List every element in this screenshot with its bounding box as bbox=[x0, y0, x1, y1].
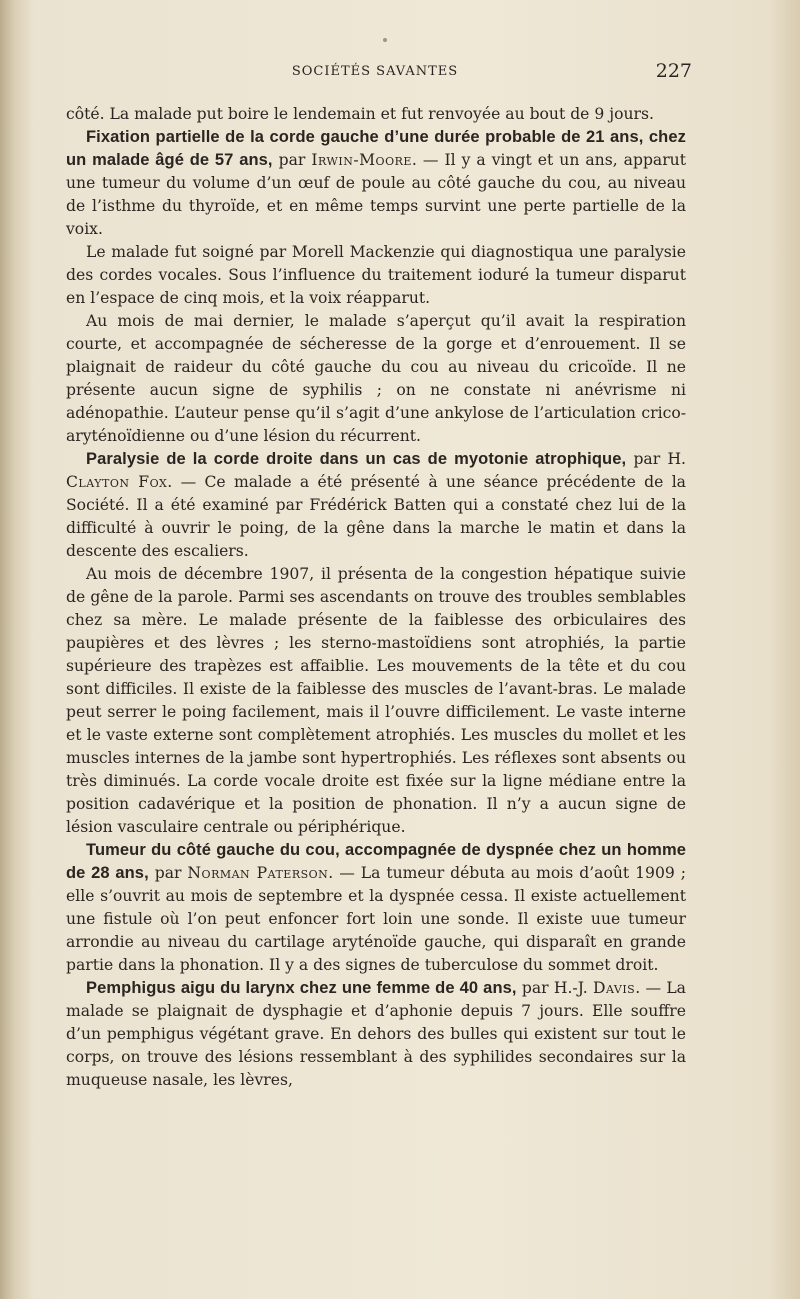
section-title: Paralysie de la corde droite dans un cas de myotonie atrophique, bbox=[86, 450, 627, 468]
body-text bbox=[66, 103, 686, 1092]
page-header bbox=[62, 60, 692, 86]
author-name: Irwin-Moore bbox=[311, 151, 412, 169]
section-title: Tumeur du côté gauche du cou, accompagnée de dyspnée chez un homme de 28 ans, bbox=[66, 841, 686, 882]
author-name: Norman Paterson bbox=[187, 864, 329, 882]
page-number: 227 bbox=[655, 60, 692, 82]
section-title: Fixation partielle de la corde gauche d’une durée probable de 21 ans, chez un malade âgé de 57 ans, bbox=[66, 128, 686, 169]
paragraph-text: . — La malade se plaignait de dysphagie et d’aphonie depuis 7 jours. Elle souffre d’un pemphigus végétant grave. En dehors des bulles qui existent sur tout le corps, on trouve des lésions ressemblant à des syphilides secondaires sur la muqueuse nasale, les lèvres, bbox=[66, 979, 686, 1089]
byline: par H.-J. bbox=[516, 979, 593, 997]
paragraph-text: Le malade fut soigné par Morell Mackenzie qui diagnostiqua une paralysie des cordes vocales. Sous l’influence du traitement ioduré la tumeur disparut en l’espace de cinq mois, et la voix réapparut. bbox=[66, 243, 686, 307]
paragraph-text: . — Il y a vingt et un ans, apparut une tumeur du volume d’un œuf de poule au côté gauche du cou, au niveau de l’isthme du thyroïde, et en même temps survint une perte partielle de la voix. bbox=[66, 151, 686, 238]
paragraph-text: Au mois de mai dernier, le malade s’aperçut qu’il avait la respiration courte, et accompagnée de sécheresse de la gorge et d’enrouement. Il se plaignait de raideur du côté gauche du cou au niveau du cricoïde. Il ne présente aucun signe de syphilis ; on ne constate ni anévrisme ni adénopathie. L’auteur pense qu’il s’agit d’une ankylose de l’articulation crico-aryténoïdienne ou d’une lésion du récurrent. bbox=[66, 312, 686, 445]
paragraph-8 bbox=[66, 977, 686, 1092]
byline: par H. bbox=[626, 450, 686, 468]
author-name: Clayton Fox bbox=[66, 473, 168, 491]
byline: par bbox=[148, 864, 188, 882]
paragraph-text: côté. La malade put boire le lendemain et fut renvoyée au bout de 9 jours. bbox=[66, 105, 654, 123]
paragraph-5 bbox=[66, 448, 686, 563]
paragraph-1 bbox=[66, 103, 686, 126]
section-title: Pemphigus aigu du larynx chez une femme de 40 ans, bbox=[86, 979, 517, 997]
paragraph-text: Au mois de décembre 1907, il présenta de la congestion hépatique suivie de gêne de la parole. Parmi ses ascendants on trouve des troubles semblables chez sa mère. Le malade présente de la faiblesse des orbiculaires des paupières et des lèvres ; les sterno-mastoïdiens sont atrophiés, la partie supérieure des trapèzes est affaiblie. Les mouvements de la tête et du cou sont difficiles. Il existe de la faiblesse des muscles de l’avant-bras. Le malade peut serrer le poing facilement, mais il l’ouvre difficilement. Le vaste interne et le vaste externe sont complètement atrophiés. Les muscles du mollet et les muscles internes de la jambe sont hypertrophiés. Les réflexes sont absents ou très diminués. La corde vocale droite est fixée sur la ligne médiane entre la position cadavérique et la position de phonation. Il n’y a aucun signe de lésion vasculaire centrale ou périphérique. bbox=[66, 565, 686, 836]
running-title: SOCIÉTÉS SAVANTES bbox=[291, 64, 459, 79]
paragraph-4 bbox=[66, 310, 686, 448]
paragraph-text: . — Ce malade a été présenté à une séance précédente de la Société. Il a été examiné par Frédérick Batten qui a constaté chez lui de la difficulté à ouvrir le poing, de la gêne dans la marche le matin et dans la descente des escaliers. bbox=[66, 473, 686, 560]
paragraph-text: . — La tumeur débuta au mois d’août 1909 ; elle s’ouvrit au mois de septembre et la dyspnée cessa. Il existe actuellement une fistule où l’on peut enfoncer fort loin une sonde. Il existe uue tumeur arrondie au niveau du cartilage aryténoïde gauche, qui disparaît en grande partie dans la phonation. Il y a des signes de tuberculose du sommet droit. bbox=[66, 864, 686, 974]
paragraph-7 bbox=[66, 839, 686, 977]
paragraph-3 bbox=[66, 241, 686, 310]
paragraph-6 bbox=[66, 563, 686, 839]
paragraph-2 bbox=[66, 126, 686, 241]
author-name: Davis bbox=[592, 979, 636, 997]
ink-spot bbox=[383, 38, 387, 42]
byline: par bbox=[272, 151, 312, 169]
